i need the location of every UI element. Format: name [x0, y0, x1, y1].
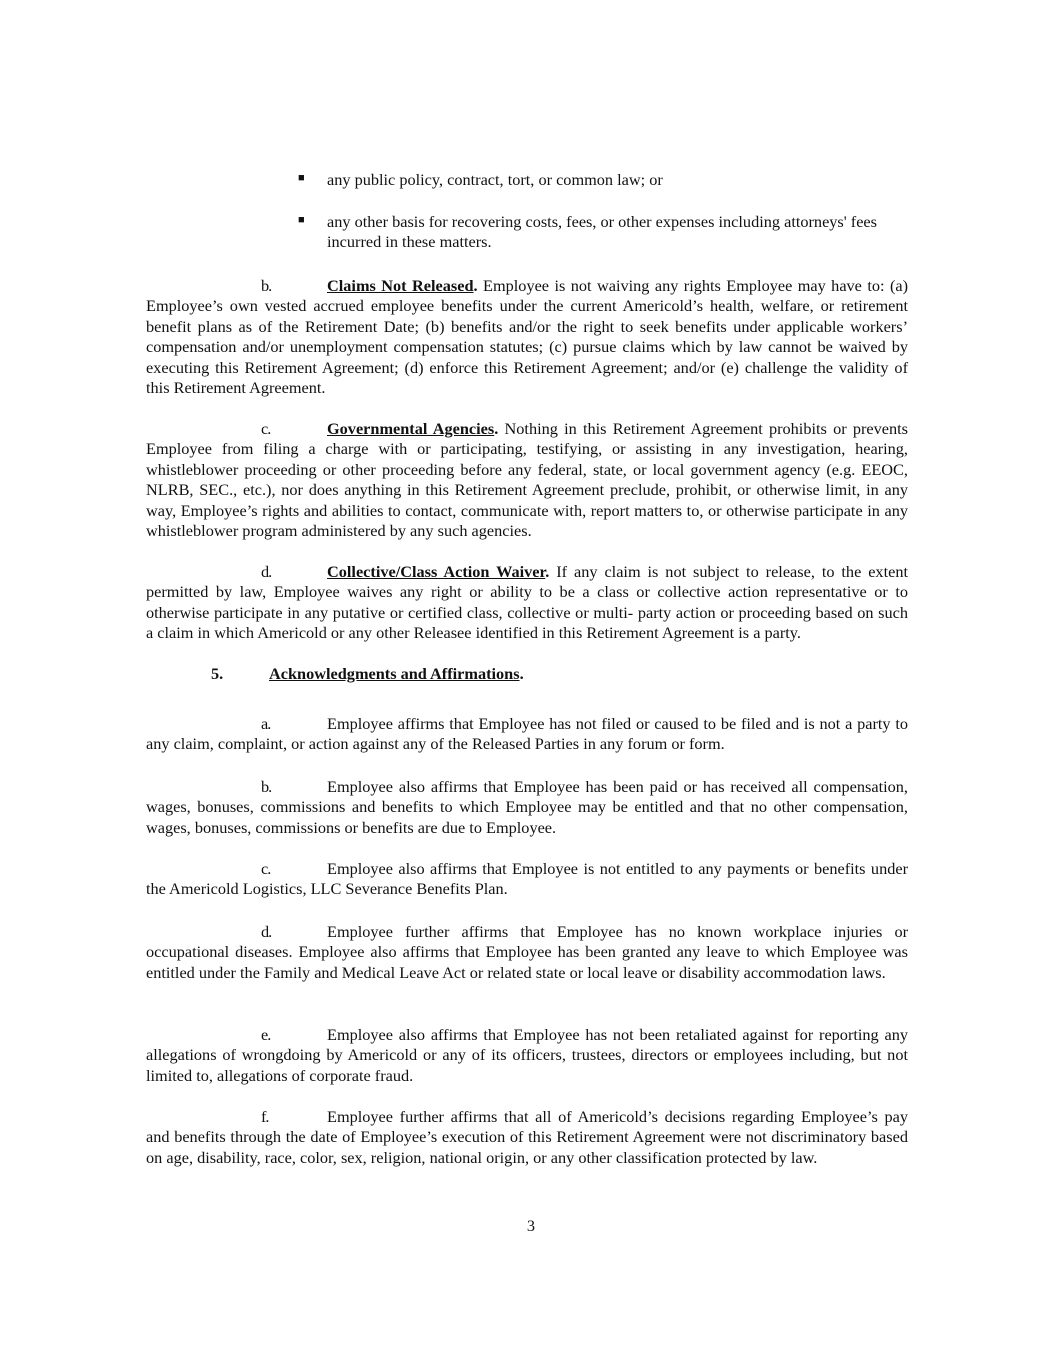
affirmation-paragraph	[146, 777, 908, 838]
section-heading: 5. Acknowledgments and Affirmations.	[211, 664, 524, 683]
paragraph-body: Employee also affirms that Employee has not been retaliated against for reporting any allegations of wrongdoing by Americold or any of its officers, trustees, directors or employees including, but not limited to, allegations of corporate fraud.	[146, 1025, 908, 1085]
paragraph-letter: d.	[261, 922, 272, 941]
paragraph-claims-not-released: b. Claims Not Released. Employee is not waiving any rights Employee may have to: (a) Employee’s own vested accrued employee benefits under the current Americold’s health, welfare, or retirement benefit plans as of the Retirement Date; (b) benefits and/or the right to seek benefits under applicable workers’ compensation and/or unemployment compensation statutes; (c) pursue claims which by law cannot be waived by executing this Retirement Agreement; (d) enforce this Retirement Agreement; and/or (e) challenge the validity of this Retirement Agreement.	[146, 276, 909, 398]
affirmation-paragraph	[146, 1025, 908, 1086]
paragraph-body: Employee also affirms that Employee is not entitled to any payments or benefits under the Americold Logistics, LLC Severance Benefits Plan.	[146, 859, 908, 899]
paragraph-body: Employee further affirms that Employee has no known workplace injuries or occupational diseases. Employee also affirms that Employee has been granted any leave to which Employee was entitled under the Family and Medical Leave Act or related state or local leave or disability accommodation laws.	[146, 922, 908, 982]
paragraph-letter: b.	[261, 276, 272, 295]
square-bullet-icon: ■	[298, 172, 305, 184]
page-number: 3	[526, 1216, 536, 1235]
paragraph-heading: Governmental Agencies	[327, 419, 495, 438]
paragraph-body: Employee further affirms that all of Americold’s decisions regarding Employee’s pay and benefits through the date of Employee’s execution of this Retirement Agreement were not discriminatory based on age, disability, race, color, sex, religion, national origin, or any other classification protected by law.	[146, 1107, 908, 1167]
paragraph-body: If any claim is not subject to release, to the extent permitted by law, Employee waives any right or ability to be a class or collective action representative or to otherwise participate in any putative or certified class, collective or multi- party action or proceeding based on such a claim in which Americold or any other Releasee identified in this Retirement Agreement is a party.	[146, 562, 908, 643]
paragraph-body: Nothing in this Retirement Agreement prohibits or prevents Employee from filing a charge with or participating, testifying, or assisting in any investigation, hearing, whistleblower proceeding or other proceeding before any federal, state, or local government agency (e.g. EEOC, NLRB, SEC., etc.), nor does anything in this Retirement Agreement preclude, prohibit, or otherwise limit, in any way, Employee’s rights and abilities to contact, communicate with, report matters to, or otherwise participate in any whistleblower program administered by any such agencies.	[146, 419, 909, 541]
affirmation-paragraph	[146, 859, 908, 900]
square-bullet-icon: ■	[298, 214, 305, 226]
bullet-text: any public policy, contract, tort, or common law; or	[327, 170, 663, 189]
section-number: 5.	[211, 664, 224, 683]
paragraph-letter: e.	[261, 1025, 271, 1044]
paragraph-body: Employee affirms that Employee has not filed or caused to be filed and is not a party to any claim, complaint, or action against any of the Released Parties in any forum or form.	[146, 714, 908, 754]
affirmation-paragraph	[146, 1107, 908, 1168]
paragraph-class-action-waiver: d. Collective/Class Action Waiver. If any claim is not subject to release, to the extent permitted by law, Employee waives any right or ability to be a class or collective action representative or to otherwise participate in any putative or certified class, collective or multi- party action or proceeding based on such a claim in which Americold or any other Releasee identified in this Retirement Agreement is a party.	[146, 562, 908, 643]
affirmation-paragraph	[146, 714, 908, 755]
paragraph-letter: d.	[261, 562, 272, 581]
paragraph-body: Employee also affirms that Employee has been paid or has received all compensation, wages, bonuses, commissions and benefits to which Employee may be entitled and that no other compensation, wages, bonuses, commissions or benefits are due to Employee.	[146, 777, 908, 837]
paragraph-body: Employee is not waiving any rights Employee may have to: (a) Employee’s own vested accrued employee benefits under the current Americold’s health, welfare, or retirement benefit plans as of the Retirement Date; (b) benefits and/or the right to seek benefits under applicable workers’ compensation and/or unemployment compensation statutes; (c) pursue claims which by law cannot be waived by executing this Retirement Agreement; (d) enforce this Retirement Agreement; and/or (e) challenge the validity of this Retirement Agreement.	[146, 276, 909, 398]
paragraph-letter: c.	[261, 859, 271, 878]
paragraph-letter: c.	[261, 419, 271, 438]
paragraph-heading: Collective/Class Action Waiver	[327, 562, 546, 581]
paragraph-governmental-agencies: c. Governmental Agencies. Nothing in this Retirement Agreement prohibits or prevents Employee from filing a charge with or participating, testifying, or assisting in any investigation, hearing, whistleblower proceeding or other proceeding before any federal, state, or local government agency (e.g. EEOC, NLRB, SEC., etc.), nor does anything in this Retirement Agreement preclude, prohibit, or otherwise limit, in any way, Employee’s rights and abilities to contact, communicate with, report matters to, or otherwise participate in any whistleblower program administered by any such agencies.	[146, 419, 909, 541]
paragraph-letter: a.	[261, 714, 271, 733]
affirmation-paragraph	[146, 922, 908, 983]
paragraph-letter: f.	[261, 1107, 269, 1126]
paragraph-letter: b.	[261, 777, 272, 796]
section-title: Acknowledgments and Affirmations	[269, 664, 520, 683]
bullet-text: any other basis for recovering costs, fees, or other expenses including attorneys' fees incurred in these matters.	[327, 212, 877, 252]
paragraph-heading: Claims Not Released	[327, 276, 474, 295]
